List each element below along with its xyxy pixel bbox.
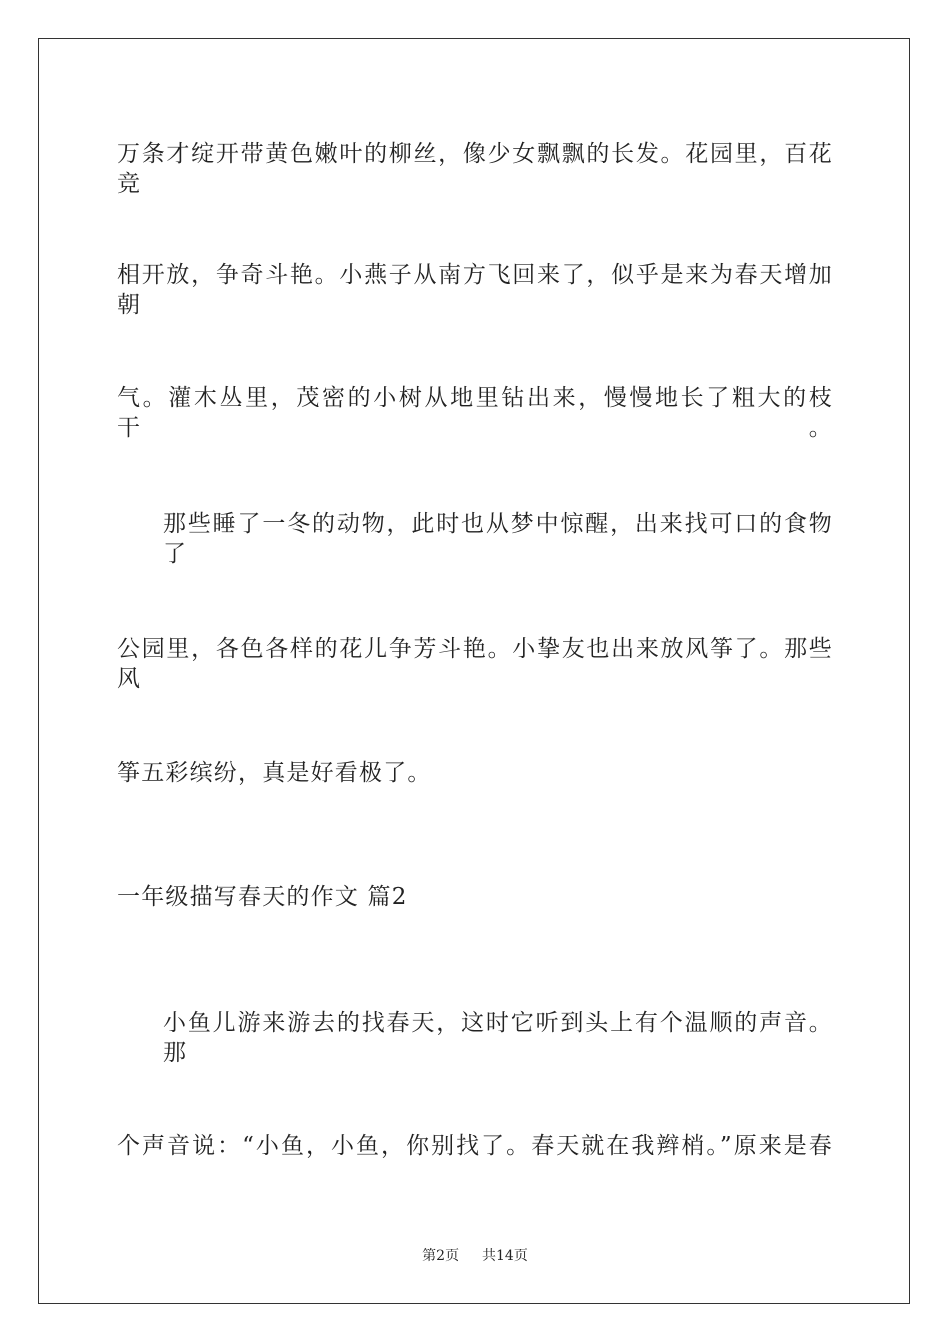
text-line: 公园里，各色各样的花儿争芳斗艳。小挚友也出来放风筝了。那些风	[117, 636, 833, 692]
text-line: 气。灌木丛里，茂密的小树从地里钻出来，慢慢地长了粗大的枝干。	[117, 385, 833, 441]
page-number: 第2页	[422, 1248, 460, 1264]
text-line: 个声音说：“小鱼，小鱼，你别找了。春天就在我辫梢。”原来是春	[117, 1133, 833, 1159]
text-line: 筝五彩缤纷，真是好看极了。	[117, 760, 432, 786]
section-heading: 一年级描写春天的作文 篇2	[117, 884, 408, 910]
text-line: 万条才绽开带黄色嫩叶的柳丝，像少女飘飘的长发。花园里，百花竞	[117, 141, 833, 197]
paragraph-first-line: 小鱼儿游来游去的找春天，这时它听到头上有个温顺的声音。那	[163, 1010, 833, 1066]
page-footer	[0, 1247, 950, 1265]
paragraph-first-line: 那些睡了一冬的动物，此时也从梦中惊醒，出来找可口的食物了	[163, 511, 833, 567]
text-line: 相开放，争奇斗艳。小燕子从南方飞回来了，似乎是来为春天增加朝	[117, 262, 833, 318]
page-total: 共14页	[482, 1248, 528, 1264]
